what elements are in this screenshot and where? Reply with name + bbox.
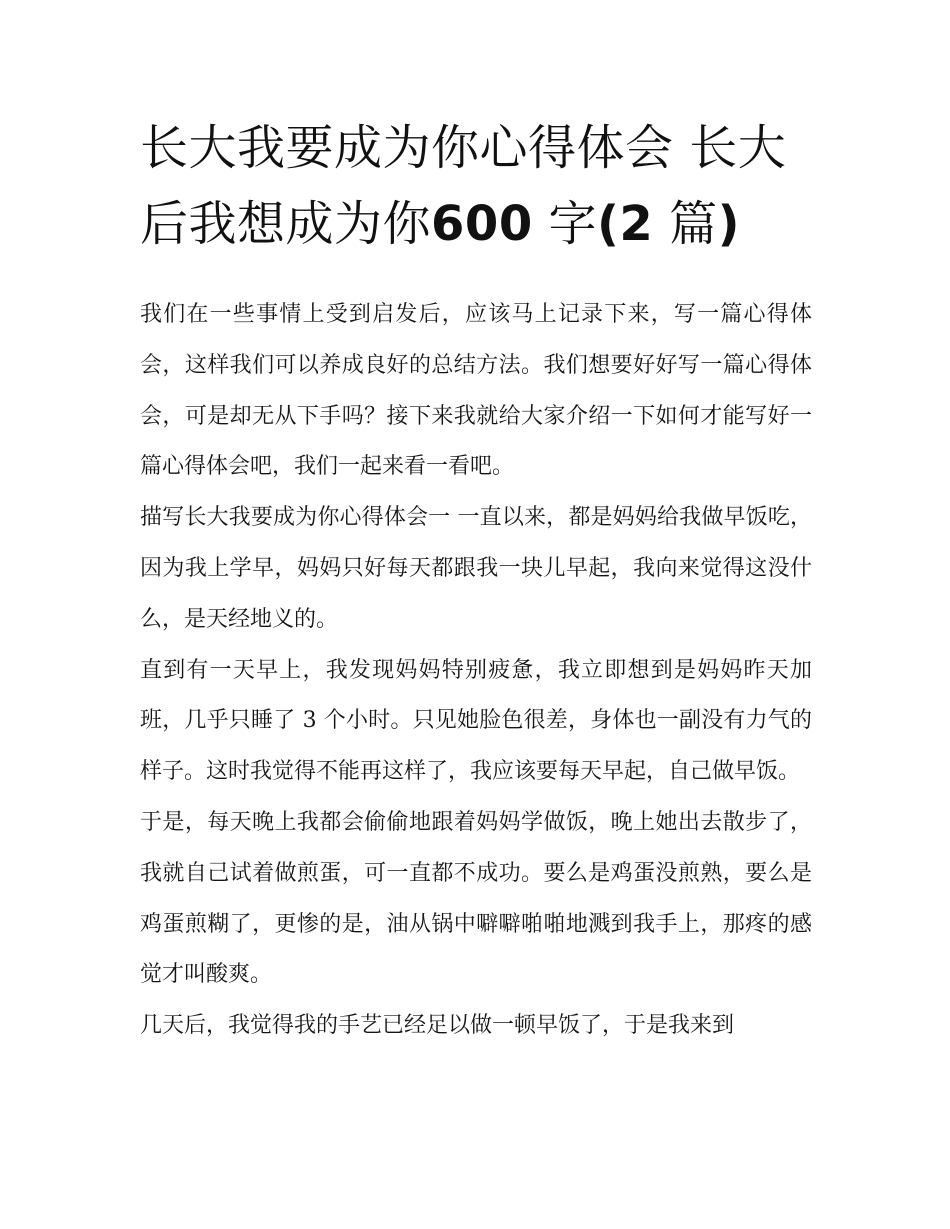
paragraph-3: 于是，每天晚上我都会偷偷地跟着妈妈学做饭，晚上她出去散步了，我就自己试着做煎蛋，可一直都不成功。要么是鸡蛋没煎熟，要么是鸡蛋煎糊了，更惨的是，油从锅中噼噼啪啪地溅到我手上，那疼的感觉才叫酸爽。 — [140, 809, 812, 988]
title-article-count: (2 — [596, 196, 654, 252]
paragraph-2: 直到有一天早上，我发现妈妈特别疲惫，我立即想到是妈妈昨天加班，几乎只睡了 3 个小时。只见她脸色很差，身体也一副没有力气的样子。这时我觉得不能再这样了，我应该要每天早起，自己做早饭。 — [140, 657, 812, 785]
title-text-zi: 字 — [532, 196, 597, 252]
title-text-pian: 篇 — [653, 196, 718, 252]
document-title — [140, 110, 812, 262]
paragraph-intro: 我们在一些事情上受到启发后，应该马上记录下来，写一篇心得体会，这样我们可以养成良好的总结方法。我们想要好好写一篇心得体会，可是却无从下手吗？接下来我就给大家介绍一下如何才能写好一篇心得体会吧，我们一起来看一看吧。 — [140, 302, 812, 480]
paragraph-1: 描写长大我要成为你心得体会一 一直以来，都是妈妈给我做早饭吃，因为我上学早，妈妈只好每天都跟我一块儿早起，我向来觉得这没什么，是天经地义的。 — [140, 505, 812, 632]
title-text: 长大我要成为你心得体会 长大后我想成为你 — [140, 120, 787, 252]
title-word-count: 600 — [431, 196, 533, 252]
paragraph-4: 几天后，我觉得我的手艺已经足以做一顿早饭了，于是我来到 — [140, 1013, 735, 1039]
title-close-paren: ) — [717, 196, 741, 252]
document-page — [140, 110, 812, 1052]
